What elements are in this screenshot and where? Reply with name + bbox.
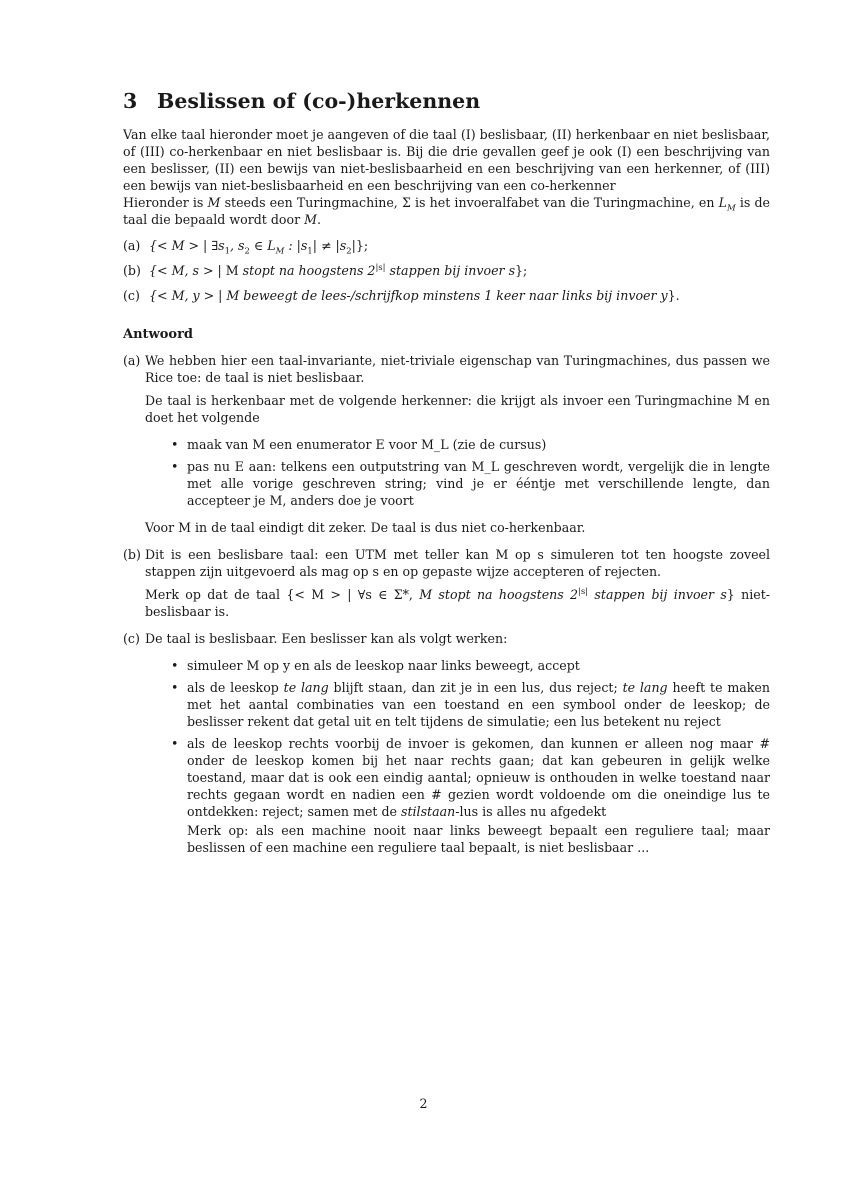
answer-c xyxy=(123,630,770,856)
answer-c-note: Merk op: als een machine nooit naar links beweegt bepaalt een reguliere taal; maar beslissen of een machine een reguliere taal bepaalt, is niet beslisbaar ... xyxy=(187,823,770,855)
page-content xyxy=(123,88,770,866)
answer-heading: Antwoord xyxy=(123,327,194,342)
question-label: (a) xyxy=(123,238,141,253)
intro-notation: Hieronder is M steeds een Turingmachine, Σ is het invoeralfabet van die Turingmachine, en $L_M$ is de taal die bepaald wordt door M. xyxy=(123,195,771,227)
answer-a-p1: We hebben hier een taal-invariante, niet-triviale eigenschap van Turingmachines, dus passen we Rice toe: de taal is niet beslisbaar. xyxy=(145,353,770,385)
answer-a-bullets xyxy=(145,436,770,509)
answer-b xyxy=(123,546,770,620)
question-c: (c) {< M, y > | M beweegt de lees-/schrijfkop minstens 1 keer naar links bij invoer y}. xyxy=(123,288,680,303)
section-number: 3 xyxy=(123,89,138,113)
answer-a-p2: De taal is herkenbaar met de volgende herkenner: die krijgt als invoer een Turingmachine M en doet het volgende xyxy=(145,393,770,425)
question-b: (b) {< M, s > | M stopt na hoogstens $2^{|s|}$ stappen bij invoer s}; xyxy=(123,262,528,278)
list-item: • als de leeskop te lang blijft staan, dan zit je in een lus, dus reject; te lang heeft te maken met het aantal combinaties van een toestand en een symbool onder de leeskop; de beslisser rekent dat getal uit en telt tijdens de simulatie; een lus betekent nu reject xyxy=(175,679,770,730)
question-label: (c) xyxy=(123,288,140,303)
list-item: • pas nu E aan: telkens een outputstring van M_L geschreven wordt, vergelijk die in lengte met alle vorige geschreven string; vind je er ééntje met verschillende lengte, dan accepteer je M, anders doe je voort xyxy=(175,458,770,509)
answer-a xyxy=(123,352,770,536)
section-heading xyxy=(123,88,770,114)
section-title: Beslissen of (co-)herkennen xyxy=(157,89,481,113)
answer-label: (b) xyxy=(123,547,141,562)
page-number: 2 xyxy=(419,1096,428,1111)
question-list xyxy=(123,237,770,304)
list-item: • simuleer M op y en als de leeskop naar links beweegt, accept xyxy=(175,657,770,674)
answer-b-p1: Dit is een beslisbare taal: een UTM met teller kan M op s simuleren tot ten hoogste zoveel stappen zijn uitgevoerd als mag op s en op gepaste wijze accepteren of rejecten. xyxy=(145,547,770,579)
list-item: • maak van M een enumerator E voor M_L (zie de cursus) xyxy=(175,436,770,453)
answer-label: (a) xyxy=(123,353,141,368)
intro-paragraph: Van elke taal hieronder moet je aangeven of die taal (I) beslisbaar, (II) herkenbaar en niet beslisbaar, of (III) co-herkenbaar en niet beslisbaar is. Bij die drie gevallen geef je ook (I) een beschrijving van een beslisser, (II) een bewijs van niet-beslisbaarheid en een beschrijving van een herkenner, of (III) een bewijs van niet-beslisbaarheid en een beschrijving van een co-herkenner xyxy=(123,127,770,193)
answer-b-p2: Merk op dat de taal {< M > | ∀s ∈ Σ*, M stopt na hoogstens $2^{|s|}$ stappen bij invoer s} niet-beslisbaar is. xyxy=(145,586,771,619)
answer-a-p3: Voor M in de taal eindigt dit zeker. De taal is dus niet co-herkenbaar. xyxy=(145,520,586,535)
answer-c-p1: De taal is beslisbaar. Een beslisser kan als volgt werken: xyxy=(145,631,508,646)
answer-label: (c) xyxy=(123,631,140,646)
question-label: (b) xyxy=(123,263,141,278)
question-a: (a) {< M > | $\exists s_1$, $s_2$ ∈ $L_M$ : $|s_1| \ne |s_2|$}; xyxy=(123,238,369,257)
answer-c-bullets xyxy=(145,657,770,856)
list-item: • als de leeskop rechts voorbij de invoer is gekomen, dan kunnen er alleen nog maar # onder de leeskop komen bij het naar rechts gaan; dat kan gebeuren in gelijk welke toestand, maar dat is ook een eindig aantal; opnieuw is onthouden in welke toestand naar rechts gegaan wordt en nadien een # gezien wordt voldoende om die oneindige lus te ontdekken: reject; samen met de stilstaan-lus is alles nu afgedekt Merk op: als een machine nooit naar links beweegt bepaalt een reguliere taal; maar beslissen of een machine een reguliere taal bepaalt, is niet beslisbaar ... xyxy=(175,735,770,856)
